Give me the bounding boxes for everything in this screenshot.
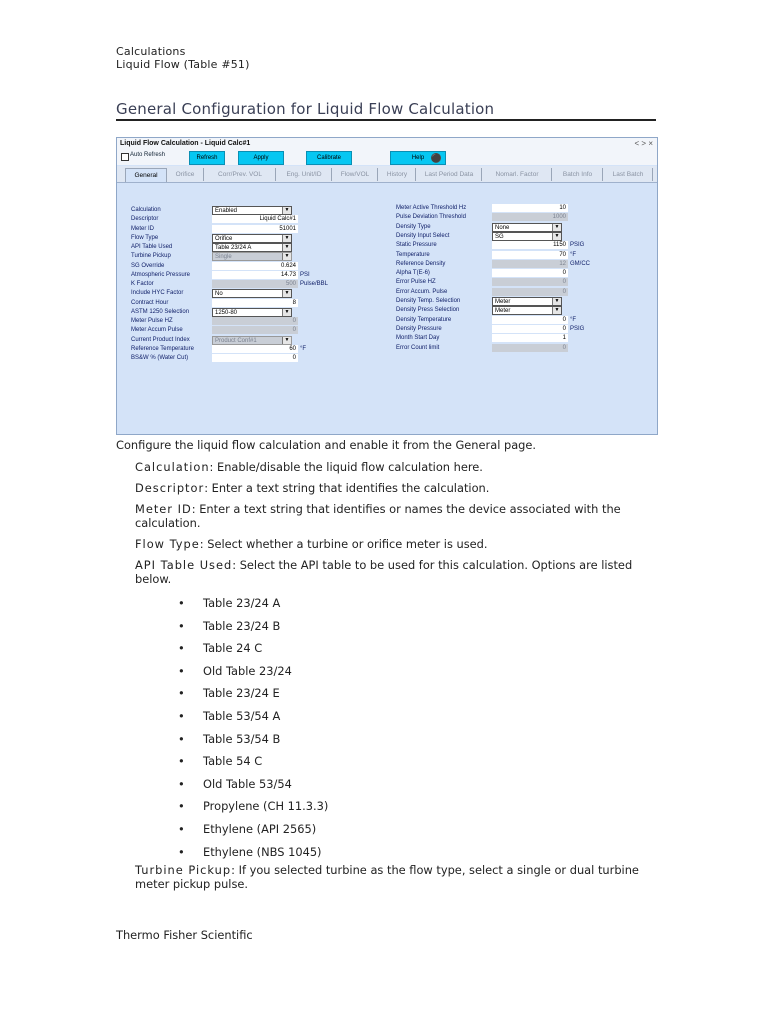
dropdown-arrow-icon[interactable]: ▼ bbox=[552, 224, 561, 231]
left-meter-pulse-hz-value: 0 bbox=[292, 318, 296, 324]
right-density-type-select[interactable] bbox=[492, 223, 562, 232]
meterid-desc-2: calculation. bbox=[135, 516, 201, 530]
right-static-pressure-unit: PSIG bbox=[570, 242, 585, 249]
api-option-item: Table 24 C bbox=[203, 641, 263, 656]
section-title: General Configuration for Liquid Flow Calculation bbox=[116, 100, 495, 118]
left-descriptor-field[interactable] bbox=[212, 215, 298, 223]
calculation-desc: : Enable/disable the liquid flow calculation here. bbox=[209, 460, 483, 474]
calculation-item bbox=[135, 460, 483, 474]
right-static-pressure-field[interactable] bbox=[492, 241, 585, 249]
left-k-factor-unit: Pulse/BBL bbox=[300, 281, 329, 287]
calibrate-button[interactable]: Calibrate bbox=[306, 151, 352, 165]
left-contract-hour-label: Contract Hour bbox=[131, 299, 169, 306]
right-alpha-t-e-6-label: Alpha T(E-6) bbox=[396, 270, 430, 277]
apitable-desc-1: : Select the API table to be used for this calculation. Options are listed bbox=[232, 558, 633, 572]
tab-flow-vol[interactable]: Flow/VOL bbox=[333, 168, 378, 181]
tab-history[interactable]: History bbox=[379, 168, 416, 181]
right-density-input-select-label: Density Input Select bbox=[396, 232, 450, 239]
meterid-term: Meter ID bbox=[135, 502, 192, 516]
right-meter-active-threshold-hz-field[interactable] bbox=[492, 204, 568, 212]
descriptor-term: Descriptor bbox=[135, 481, 205, 495]
left-flow-type-value: Orifice bbox=[215, 235, 233, 242]
left-meter-id-field[interactable] bbox=[212, 225, 298, 233]
liquid-flow-window bbox=[116, 137, 658, 435]
left-k-factor-label: K Factor bbox=[131, 281, 154, 287]
descriptor-item bbox=[135, 481, 489, 495]
right-density-input-select-value: SG bbox=[495, 233, 504, 240]
help-label: Help bbox=[411, 155, 425, 161]
right-density-type-label: Density Type bbox=[396, 223, 431, 230]
left-contract-hour-value: 8 bbox=[292, 299, 296, 306]
right-temperature-label: Temperature bbox=[396, 251, 430, 258]
apitable-term: API Table Used bbox=[135, 558, 233, 572]
dropdown-arrow-icon[interactable]: ▼ bbox=[282, 253, 291, 260]
left-astm-1250-selection-label: ASTM 1250 Selection bbox=[131, 308, 190, 315]
right-density-type-value: None bbox=[495, 224, 510, 231]
footer-company: Thermo Fisher Scientific bbox=[116, 928, 253, 942]
right-static-pressure-label: Static Pressure bbox=[396, 242, 437, 249]
left-atmospheric-pressure-value: 14.73 bbox=[280, 271, 296, 278]
right-density-temperature-label: Density Temperature bbox=[396, 316, 452, 323]
left-atmospheric-pressure-label: Atmospheric Pressure bbox=[131, 271, 191, 278]
left-turbine-pickup-label: Turbine Pickup bbox=[131, 253, 171, 260]
right-error-pulse-hz-value: 0 bbox=[562, 279, 566, 286]
turbine-desc-2: meter pickup pulse. bbox=[135, 877, 249, 891]
right-pulse-deviation-threshold-field bbox=[492, 213, 568, 221]
right-error-count-limit-value: 0 bbox=[562, 344, 566, 351]
api-option-item: Table 23/24 A bbox=[203, 596, 281, 610]
right-density-pressure-label: Density Pressure bbox=[396, 325, 442, 332]
apply-button[interactable]: Apply bbox=[238, 151, 284, 165]
right-error-pulse-hz-field bbox=[492, 278, 568, 286]
right-pulse-deviation-threshold-label: Pulse Deviation Threshold bbox=[396, 214, 466, 221]
bullet-icon: • bbox=[178, 596, 185, 610]
left-include-hyc-factor-label: Include HYC Factor bbox=[131, 290, 184, 297]
api-option-item: Table 23/24 E bbox=[203, 686, 280, 701]
right-density-press-selection-select[interactable] bbox=[492, 306, 562, 315]
bullet-icon: • bbox=[178, 709, 185, 723]
left-descriptor-label: Descriptor bbox=[131, 216, 159, 223]
dropdown-arrow-icon[interactable]: ▼ bbox=[552, 298, 561, 305]
tab-nomarl-factor[interactable]: Nomarl. Factor bbox=[483, 168, 552, 181]
tab-orifice[interactable]: Orifice bbox=[167, 168, 204, 181]
right-reference-density-unit: GM/CC bbox=[570, 260, 590, 267]
right-density-press-selection-value: Meter bbox=[495, 308, 511, 315]
right-density-temp-selection-label: Density Temp. Selection bbox=[396, 298, 461, 304]
descriptor-desc: : Enter a text string that identifies the calculation. bbox=[204, 481, 490, 495]
left-include-hyc-factor-select[interactable] bbox=[212, 289, 292, 298]
meterid-item bbox=[135, 502, 621, 530]
right-meter-active-threshold-hz-label: Meter Active Threshold Hz bbox=[396, 205, 467, 211]
right-error-pulse-hz-label: Error Pulse HZ bbox=[396, 279, 436, 286]
tab-batch-info[interactable]: Batch Info bbox=[553, 168, 603, 181]
api-option-item: Old Table 53/54 bbox=[203, 776, 292, 791]
left-atmospheric-pressure-field[interactable] bbox=[212, 271, 310, 279]
window-toolbar bbox=[117, 149, 657, 165]
left-api-table-used-label: API Table Used bbox=[131, 244, 173, 250]
left-k-factor-field bbox=[212, 280, 329, 288]
right-density-input-select-select[interactable] bbox=[492, 232, 562, 241]
left-calculation-select[interactable] bbox=[212, 206, 292, 215]
api-option-item: Old Table 23/24 bbox=[203, 663, 292, 678]
api-option-item: Table 53/54 B bbox=[203, 731, 281, 746]
right-month-start-day-value: 1 bbox=[562, 335, 566, 342]
api-option-item: Table 23/24 B bbox=[203, 618, 281, 633]
right-static-pressure-value: 1150 bbox=[553, 242, 566, 249]
right-error-count-limit-label: Error Count limit bbox=[396, 344, 440, 351]
turbine-item bbox=[135, 863, 639, 891]
dropdown-arrow-icon[interactable]: ▼ bbox=[282, 207, 291, 214]
help-button[interactable] bbox=[390, 151, 446, 165]
turbine-term: Turbine Pickup bbox=[135, 863, 232, 877]
left-meter-accum-pulse-label: Meter Accum Pulse bbox=[131, 327, 183, 334]
bullet-icon: • bbox=[178, 822, 185, 836]
right-month-start-day-label: Month Start Day bbox=[396, 335, 440, 342]
left-calculation-label: Calculation bbox=[131, 207, 161, 213]
left-meter-accum-pulse-field bbox=[212, 326, 298, 334]
bullet-icon: • bbox=[178, 663, 185, 678]
header-category: Calculations bbox=[116, 45, 186, 58]
right-temperature-value: 70 bbox=[559, 251, 566, 258]
bullet-icon: • bbox=[178, 844, 185, 859]
left-reference-temperature-label: Reference Temperature bbox=[131, 345, 194, 352]
right-alpha-t-e-6-field[interactable] bbox=[492, 269, 568, 277]
right-error-accum-pulse-value: 0 bbox=[562, 288, 566, 295]
tab-eng-unit-id[interactable]: Eng. Unit/ID bbox=[277, 168, 332, 181]
left-meter-id-value: 51001 bbox=[279, 225, 296, 232]
left-turbine-pickup-select bbox=[212, 252, 292, 261]
right-error-accum-pulse-label: Error Accum. Pulse bbox=[396, 288, 448, 295]
lightbulb-icon: ⚫ bbox=[430, 153, 442, 163]
left-current-product-index-value: Product Conf#1 bbox=[215, 337, 257, 344]
bullet-icon: • bbox=[178, 641, 185, 656]
left-astm-1250-selection-select[interactable] bbox=[212, 308, 292, 317]
flowtype-term: Flow Type bbox=[135, 537, 200, 551]
right-temperature-field[interactable] bbox=[492, 251, 577, 259]
right-density-pressure-unit: PSIG bbox=[570, 325, 585, 332]
dropdown-arrow-icon[interactable]: ▼ bbox=[282, 309, 291, 316]
flowtype-item bbox=[135, 537, 488, 551]
left-bs-w-water-cut-field[interactable] bbox=[212, 354, 298, 362]
right-density-press-selection-label: Density Press Selection bbox=[396, 307, 460, 314]
apitable-item bbox=[135, 558, 632, 586]
api-option-item: Table 54 C bbox=[203, 754, 263, 769]
dropdown-arrow-icon[interactable]: ▼ bbox=[552, 233, 561, 240]
title-rule bbox=[116, 119, 656, 121]
window-controls[interactable]: < > × bbox=[634, 139, 653, 148]
left-contract-hour-field[interactable] bbox=[212, 299, 298, 307]
dropdown-arrow-icon[interactable]: ▼ bbox=[552, 307, 561, 314]
left-meter-pulse-hz-label: Meter Pulse HZ bbox=[131, 318, 173, 324]
right-density-pressure-value: 0 bbox=[562, 325, 566, 332]
left-descriptor-value: Liquid Calc#1 bbox=[259, 216, 296, 223]
window-title: Liquid Flow Calculation - Liquid Calc#1 bbox=[120, 140, 251, 147]
left-meter-accum-pulse-value: 0 bbox=[292, 327, 296, 334]
dropdown-arrow-icon[interactable]: ▼ bbox=[282, 290, 291, 297]
right-reference-density-value: 12 bbox=[559, 260, 566, 267]
left-api-table-used-value: Table 23/24 A bbox=[215, 245, 252, 251]
left-calculation-value: Enabled bbox=[215, 208, 238, 214]
left-flow-type-select[interactable] bbox=[212, 234, 292, 243]
left-meter-id-label: Meter ID bbox=[131, 225, 155, 232]
left-reference-temperature-unit: °F bbox=[300, 345, 307, 352]
right-meter-active-threshold-hz-value: 10 bbox=[559, 205, 566, 211]
bullet-icon: • bbox=[178, 776, 185, 791]
api-option-item: Propylene (CH 11.3.3) bbox=[203, 799, 329, 814]
bullet-icon: • bbox=[178, 618, 185, 633]
bullet-icon: • bbox=[178, 799, 185, 814]
right-density-temp-selection-value: Meter bbox=[495, 299, 511, 305]
left-current-product-index-select bbox=[212, 336, 292, 345]
api-option-item: Ethylene (API 2565) bbox=[203, 822, 317, 836]
dropdown-arrow-icon[interactable]: ▼ bbox=[282, 235, 291, 242]
turbine-desc-1: : If you selected turbine as the flow type, select a single or dual turbine bbox=[231, 863, 639, 877]
left-sg-override-value: 0.624 bbox=[280, 262, 296, 269]
left-reference-temperature-field[interactable] bbox=[212, 345, 307, 353]
right-density-temperature-field[interactable] bbox=[492, 316, 577, 324]
calculation-term: Calculation bbox=[135, 460, 210, 474]
header-subtitle: Liquid Flow (Table #51) bbox=[116, 58, 250, 71]
left-astm-1250-selection-value: 1250-80 bbox=[215, 309, 238, 316]
right-reference-density-field bbox=[492, 260, 590, 268]
flowtype-desc: : Select whether a turbine or orifice meter is used. bbox=[199, 537, 488, 551]
intro-text: Configure the liquid flow calculation and enable it from the General page. bbox=[116, 438, 537, 452]
left-bs-w-water-cut-value: 0 bbox=[292, 355, 296, 361]
left-reference-temperature-value: 60 bbox=[289, 345, 296, 352]
meterid-desc-1: : Enter a text string that identifies or names the device associated with the bbox=[191, 502, 621, 516]
right-density-pressure-field[interactable] bbox=[492, 325, 585, 333]
right-month-start-day-field[interactable] bbox=[492, 334, 568, 342]
bullet-icon: • bbox=[178, 754, 185, 769]
tab-last-batch[interactable]: Last Batch bbox=[604, 168, 653, 181]
right-alpha-t-e-6-value: 0 bbox=[562, 270, 566, 277]
right-reference-density-label: Reference Density bbox=[396, 260, 446, 267]
left-turbine-pickup-value: Single bbox=[215, 254, 232, 261]
bullet-icon: • bbox=[178, 686, 185, 701]
right-density-temperature-unit: °F bbox=[570, 316, 577, 323]
left-sg-override-field[interactable] bbox=[212, 262, 298, 270]
tab-last-period-data[interactable]: Last Period Data bbox=[417, 168, 482, 181]
auto-refresh-checkbox[interactable] bbox=[121, 153, 129, 161]
dropdown-arrow-icon[interactable]: ▼ bbox=[282, 244, 291, 251]
apitable-desc-2: below. bbox=[135, 572, 172, 586]
left-meter-pulse-hz-field bbox=[212, 317, 298, 325]
right-error-count-limit-field bbox=[492, 344, 568, 352]
left-current-product-index-label: Current Product Index bbox=[131, 336, 190, 343]
left-k-factor-value: 500 bbox=[285, 281, 296, 287]
dropdown-arrow-icon[interactable]: ▼ bbox=[282, 337, 291, 344]
tab-corr-prev-vol[interactable]: Corr/Prev. VOL bbox=[205, 168, 276, 181]
tab-general[interactable]: General bbox=[125, 168, 167, 182]
api-option-item: Table 53/54 A bbox=[203, 709, 281, 723]
left-bs-w-water-cut-label: BS&W % (Water Cut) bbox=[131, 355, 189, 361]
right-density-temperature-value: 0 bbox=[562, 316, 566, 323]
left-flow-type-label: Flow Type bbox=[131, 234, 159, 241]
right-density-temp-selection-select[interactable] bbox=[492, 297, 562, 306]
auto-refresh-label: Auto Refresh bbox=[130, 152, 166, 158]
left-api-table-used-select[interactable] bbox=[212, 243, 292, 252]
right-pulse-deviation-threshold-value: 1000 bbox=[552, 214, 566, 221]
tab-bar bbox=[117, 166, 657, 183]
bullet-icon: • bbox=[178, 731, 185, 746]
right-error-accum-pulse-field bbox=[492, 288, 568, 296]
right-temperature-unit: °F bbox=[570, 251, 577, 258]
refresh-button[interactable]: Refresh bbox=[189, 151, 225, 165]
left-include-hyc-factor-value: No bbox=[215, 291, 223, 298]
api-option-item: Ethylene (NBS 1045) bbox=[203, 844, 322, 859]
left-atmospheric-pressure-unit: PSI bbox=[300, 271, 310, 278]
left-sg-override-label: SG Override bbox=[131, 262, 165, 269]
